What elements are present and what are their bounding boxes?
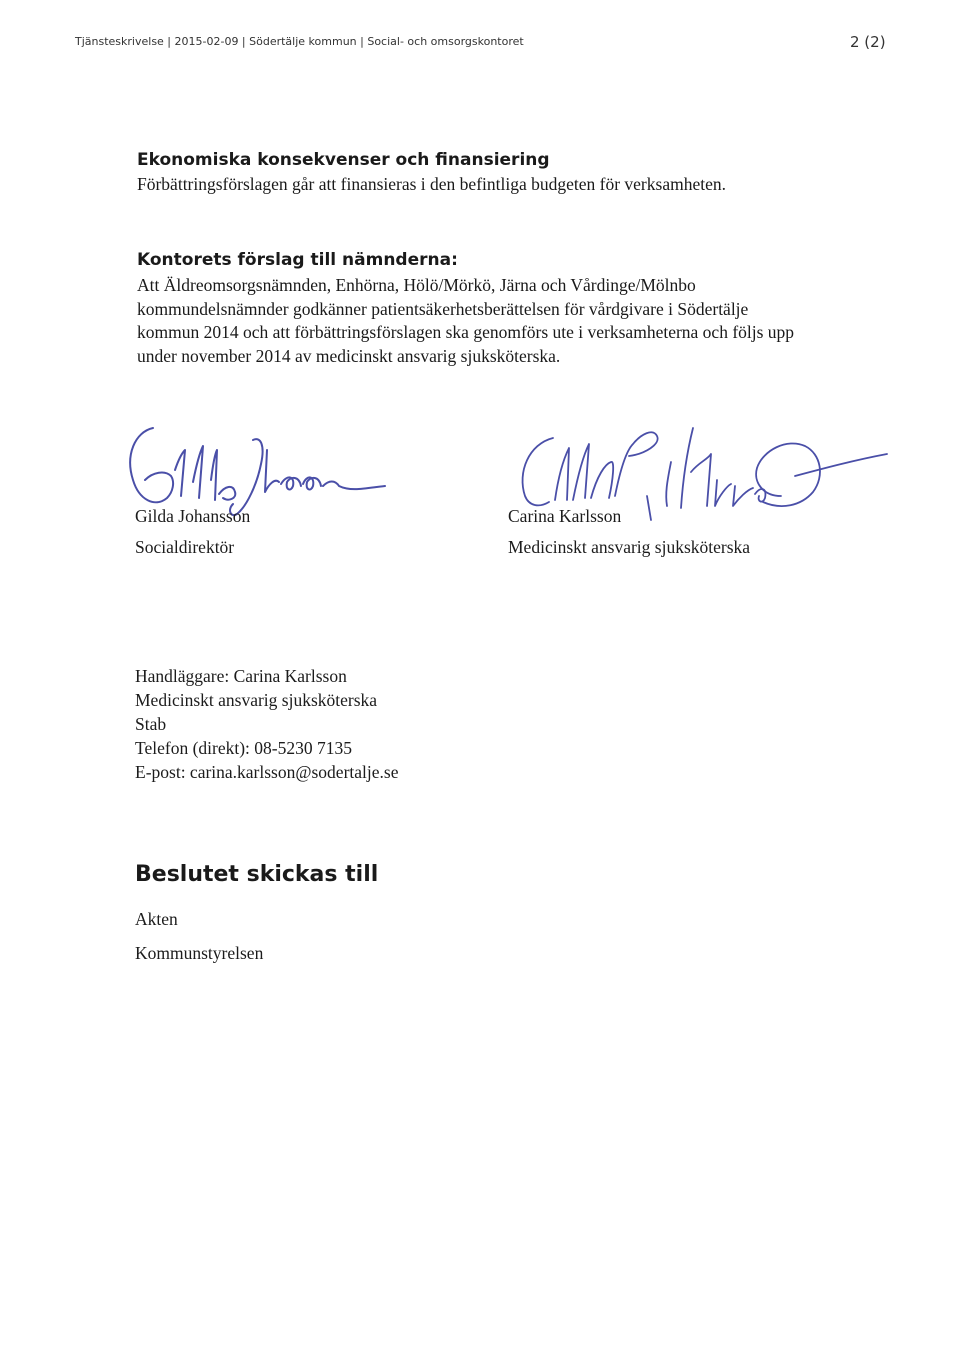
handwritten-signature-image xyxy=(115,410,405,520)
economy-section xyxy=(137,150,897,197)
signatory-block-right xyxy=(508,506,750,558)
document-header-meta: Tjänsteskrivelse | 2015-02-09 | Södertälje kommun | Social- och omsorgskontoret xyxy=(75,35,524,48)
proposal-line: kommundelsnämnder godkänner patientsäkerhetsberättelsen för vårdgivare i Södertälje xyxy=(137,298,749,319)
handler-phone: Telefon (direkt): 08-5230 7135 xyxy=(135,738,352,758)
handler-line: Handläggare: Carina Karlsson xyxy=(135,666,347,686)
signatory-title: Socialdirektör xyxy=(135,537,235,557)
distribution-section xyxy=(135,862,378,975)
distribution-heading: Beslutet skickas till xyxy=(135,862,379,887)
economy-heading: Ekonomiska konsekvenser och finansiering xyxy=(137,150,550,170)
recipient-item: Akten xyxy=(135,909,178,929)
signatory-name: Gilda Johansson xyxy=(135,506,251,526)
handler-role: Medicinskt ansvarig sjuksköterska xyxy=(135,690,378,710)
signatory-block-left xyxy=(135,506,250,558)
signatory-name: Carina Karlsson xyxy=(508,506,622,526)
proposal-line: Att Äldreomsorgsnämnden, Enhörna, Hölö/Mörkö, Järna och Vårdinge/Mölnbo xyxy=(137,275,696,295)
economy-body: Förbättringsförslagen går att finansieras i den befintliga budgeten för verksamheten. xyxy=(137,174,726,194)
contact-block xyxy=(135,664,398,784)
signature-gilda xyxy=(115,410,405,520)
recipient-item: Kommunstyrelsen xyxy=(135,943,264,963)
proposal-line: under november 2014 av medicinskt ansvarig sjuksköterska. xyxy=(137,345,561,366)
proposal-line: kommun 2014 och att förbättringsförslagen ska genomförs ute i verksamheterna och följs upp xyxy=(137,322,795,342)
handler-unit: Stab xyxy=(135,714,167,734)
proposal-heading: Kontorets förslag till nämnderna: xyxy=(137,250,458,270)
page-number: 2 (2) xyxy=(850,33,886,51)
proposal-section xyxy=(137,250,927,368)
handler-email: E-post: carina.karlsson@sodertalje.se xyxy=(135,762,399,782)
signatory-title: Medicinskt ansvarig sjuksköterska xyxy=(508,537,751,557)
